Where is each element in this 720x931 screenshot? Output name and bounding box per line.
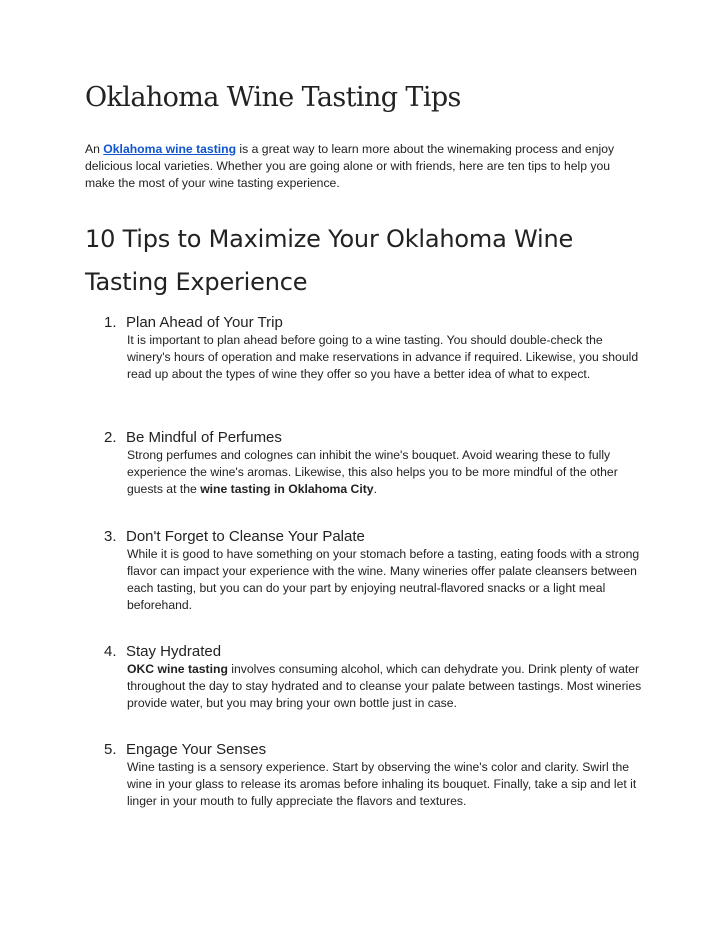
tip-body — [127, 661, 649, 712]
page-title: Oklahoma Wine Tasting Tips — [85, 82, 461, 113]
tip-heading — [104, 643, 649, 661]
tip-title: Engage Your Senses — [126, 741, 267, 758]
tip-title: Stay Hydrated — [126, 643, 222, 660]
tip-item-4 — [104, 643, 649, 712]
tip-item-2 — [104, 429, 649, 498]
tip-item-1 — [104, 314, 649, 383]
tip-number: 5. — [104, 741, 117, 758]
tip-heading — [104, 528, 649, 546]
intro-rest: is a great way to learn more about the winemaking process and enjoy delicious local varieties. Whether you are going alone or with friends, here are ten tips to help you make the most of your wine tasting experience. — [85, 142, 615, 190]
oklahoma-wine-tasting-link[interactable]: Oklahoma wine tasting — [103, 142, 237, 156]
tip-body-text: Strong perfumes and colognes can inhibit the wine's bouquet. Avoid wearing these to fully experience the wine's aromas. Likewise, this also helps you to be more mindful of the other guests at the — [127, 448, 618, 496]
okc-wine-tasting-keyword: OKC wine tasting — [127, 662, 228, 676]
tip-title: Don't Forget to Cleanse Your Palate — [126, 528, 365, 545]
tip-body: It is important to plan ahead before going to a wine tasting. You should double-check the winery's hours of operation and make reservations in advance if required. Likewise, you should read up about the types of wine they offer so you have a better idea of what to expect. — [127, 333, 639, 381]
tip-body — [127, 447, 649, 498]
tip-title: Be Mindful of Perfumes — [126, 429, 282, 446]
intro-paragraph — [85, 141, 640, 192]
tip-number: 2. — [104, 429, 117, 446]
tip-heading — [104, 429, 649, 447]
tip-heading — [104, 314, 649, 332]
tip-body: While it is good to have something on your stomach before a tasting, eating foods with a strong flavor can impact your experience with the wine. Many wineries offer palate cleansers between each tasting, but you can do your part by enjoying neutral-flavored snacks or a light meal beforehand. — [127, 547, 640, 612]
tip-item-5 — [104, 741, 649, 810]
section-heading: 10 Tips to Maximize Your Oklahoma Wine Tasting Experience — [85, 225, 574, 296]
tip-item-3 — [104, 528, 649, 614]
tip-heading — [104, 741, 649, 759]
tip-number: 4. — [104, 643, 117, 660]
tip-number: 1. — [104, 314, 117, 331]
tip-title: Plan Ahead of Your Trip — [126, 314, 283, 331]
tip-number: 3. — [104, 528, 117, 545]
wine-tasting-okc-keyword: wine tasting in Oklahoma City — [200, 482, 374, 496]
tip-body: Wine tasting is a sensory experience. Start by observing the wine's color and clarity. Swirl the wine in your glass to release its aromas before inhaling its bouquet. Finally, take a sip and let it linger in your mouth to fully appreciate the flavors and textures. — [127, 760, 637, 808]
tip-body-end: . — [373, 482, 377, 496]
intro-lead: An — [85, 142, 104, 156]
tip-body-text: involves consuming alcohol, which can dehydrate you. Drink plenty of water throughout the day to stay hydrated and to cleanse your palate between tastings. Most wineries provide water, but you may bring your own bottle just in case. — [127, 662, 642, 710]
